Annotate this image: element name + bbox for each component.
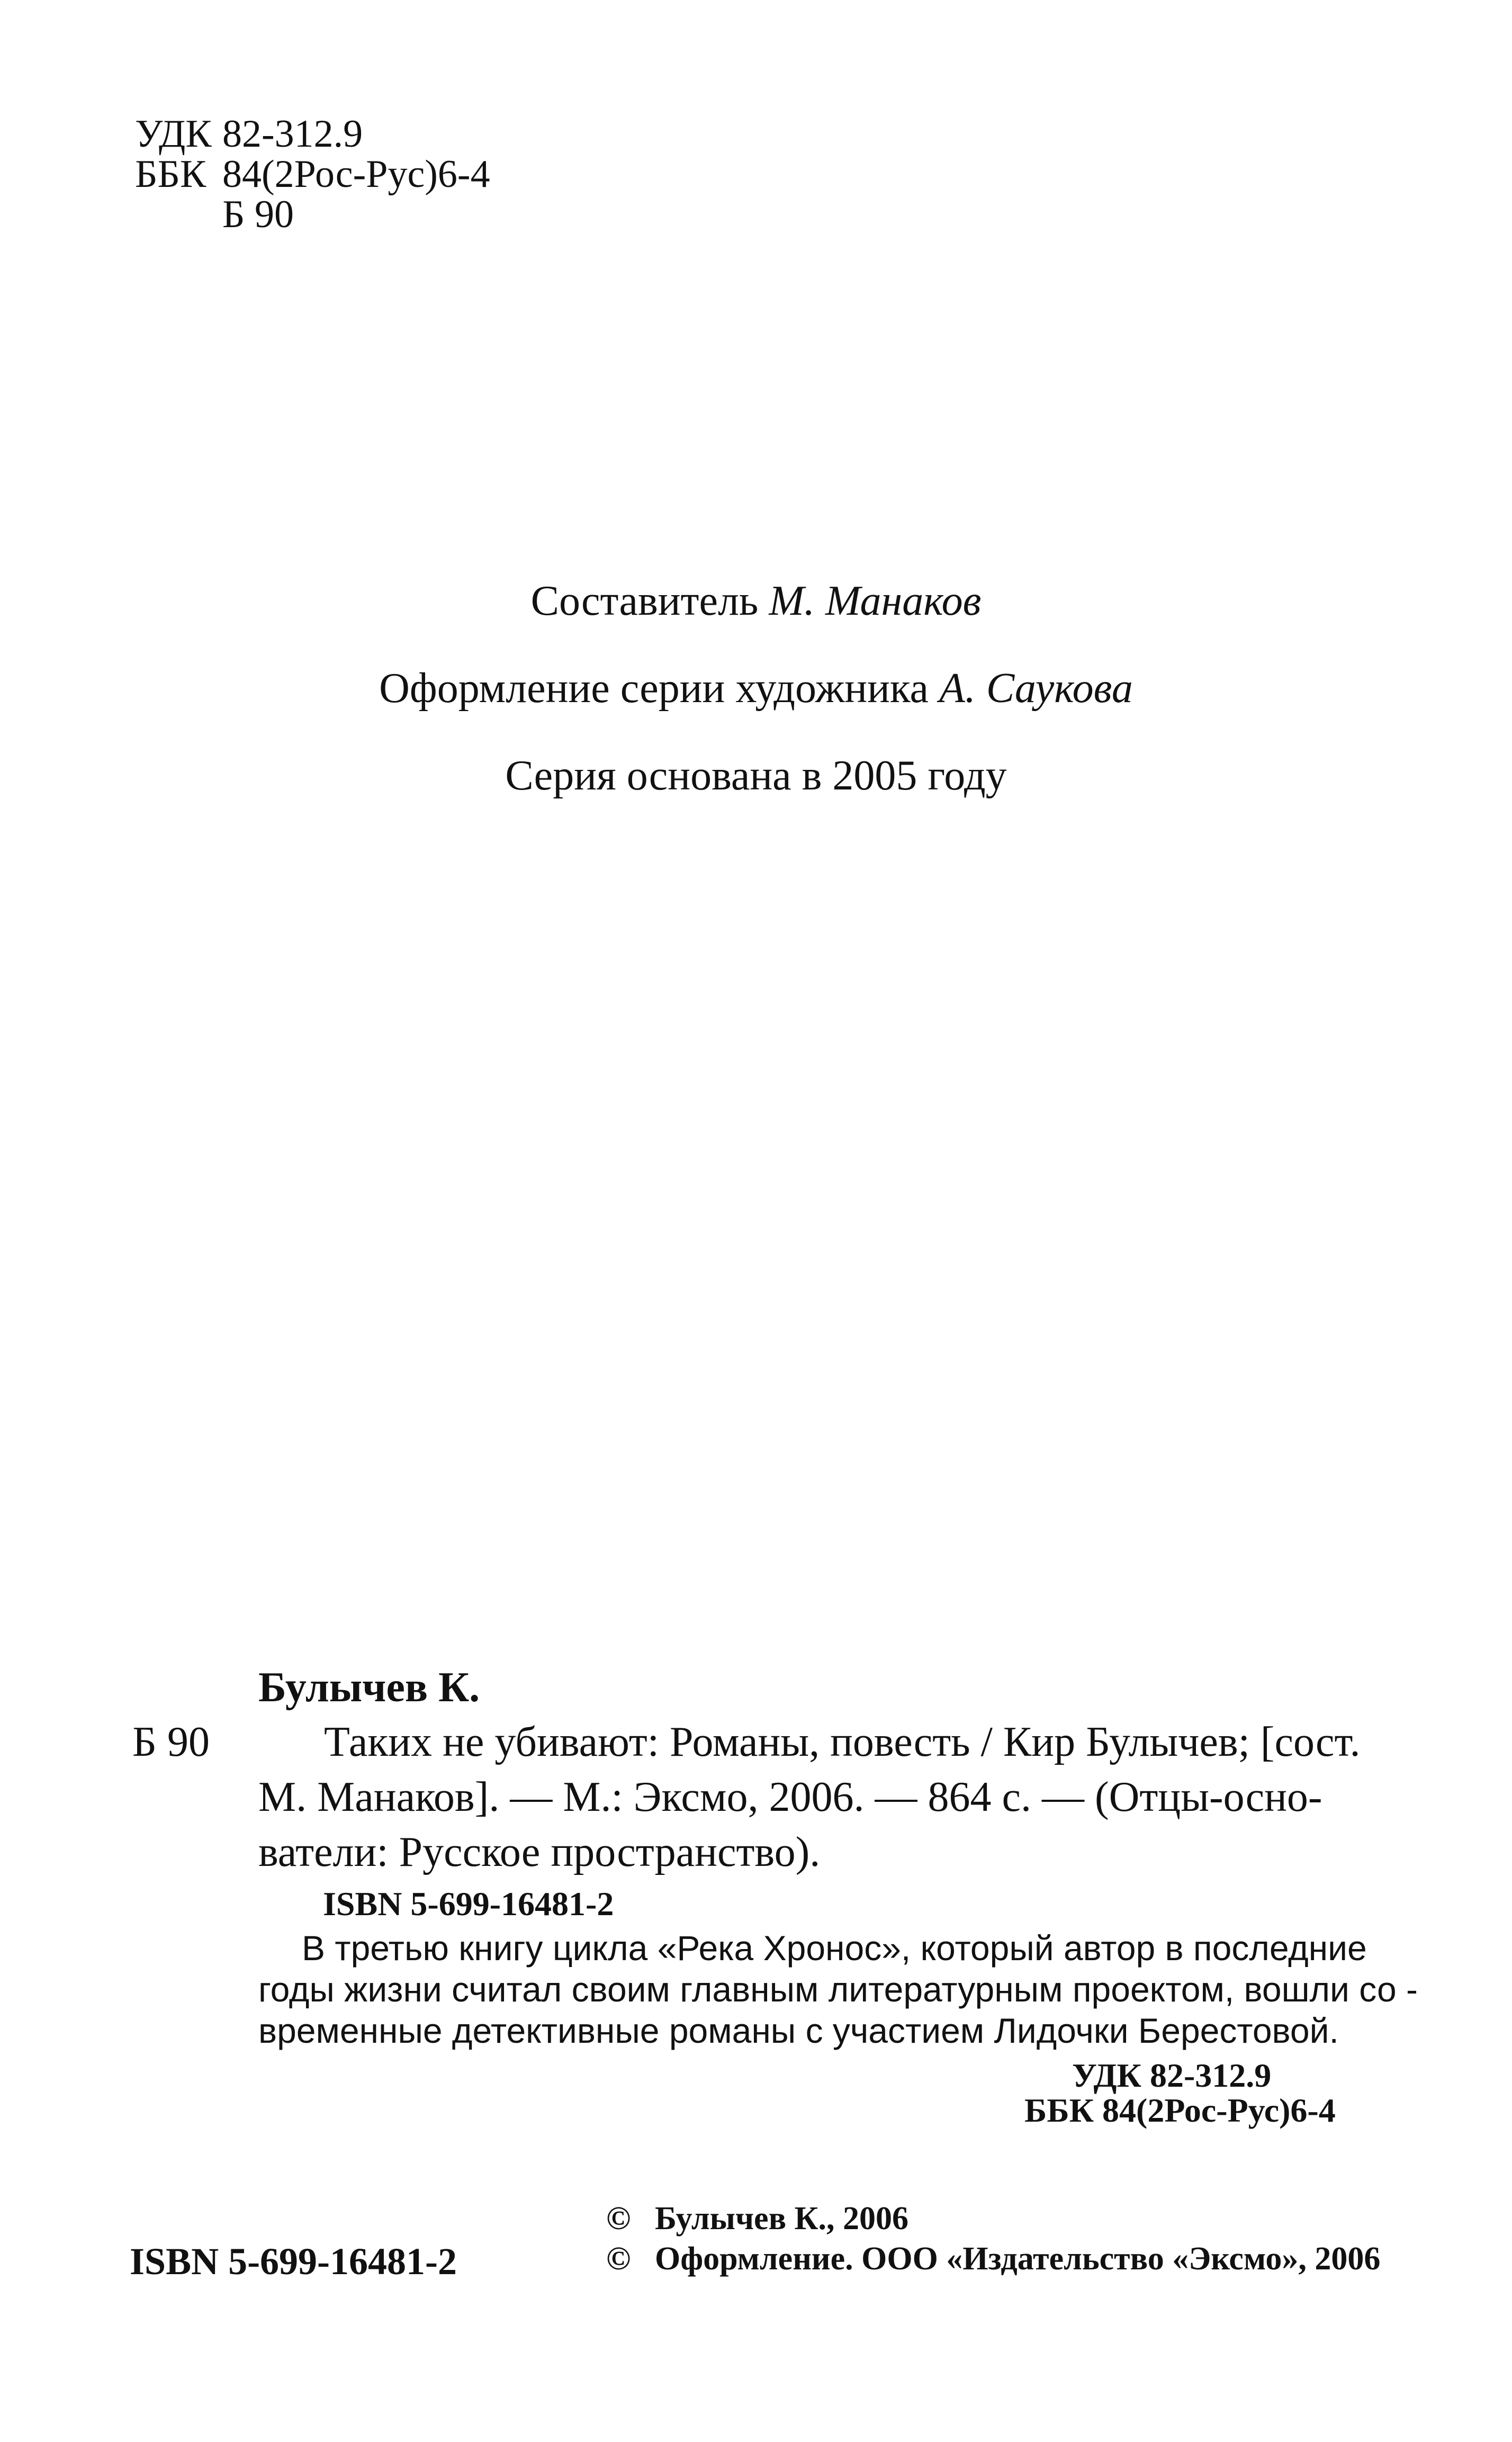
copyright-line-2 — [606, 2239, 1380, 2279]
copyright-line-1 — [606, 2198, 908, 2239]
annotation-line-2: годы жизни считал своим главным литературным проектом, вошли со - — [258, 1970, 1418, 2009]
annotation-line-1: В третью книгу цикла «Река Хронос», который автор в последние — [302, 1928, 1367, 1968]
author-mark-row — [135, 194, 490, 235]
catalog-udk: УДК 82-312.9 — [1072, 2057, 1272, 2094]
catalog-bbk: ББК 84(2Рос-Рус)6-4 — [1024, 2091, 1336, 2129]
udk-value: 82-312.9 — [222, 112, 363, 156]
series-founded: Серия основана в 2005 году — [505, 752, 1007, 799]
catalog-description-line-2: М. Манаков]. — М.: Эксмо, 2006. — 864 с. — (Отцы-осно- — [258, 1774, 1322, 1820]
catalog-mark: Б 90 — [132, 1719, 210, 1765]
design-prefix: Оформление серии художника — [379, 665, 940, 712]
copyright-mark: © — [606, 2241, 631, 2277]
bbk-row — [135, 154, 490, 194]
annotation-line-3: временные детективные романы с участием Лидочки Берестовой. — [258, 2011, 1339, 2050]
classification-codes — [135, 114, 490, 235]
series-design-line — [0, 665, 1512, 713]
bbk-label: ББК — [135, 152, 206, 196]
copyright-author: Булычев К., 2006 — [655, 2201, 909, 2237]
catalog-description-line-3: ватели: Русское пространство). — [258, 1829, 821, 1875]
compiler-name: М. Манаков — [769, 578, 982, 624]
design-name: А. Саукова — [939, 665, 1133, 712]
bbk-value: 84(2Рос-Рус)6-4 — [222, 152, 490, 196]
udk-label: УДК — [135, 112, 212, 156]
catalog-author: Булычев К. — [258, 1664, 480, 1711]
compiler-prefix: Составитель — [530, 578, 769, 624]
udk-row — [135, 114, 490, 154]
footer-isbn: ISBN 5-699-16481-2 — [130, 2240, 457, 2283]
catalog-description-line-1: Таких не убивают: Романы, повесть / Кир Булычев; [сост. — [324, 1719, 1361, 1765]
copyright-publisher: Оформление. ООО «Издательство «Эксмо», 2006 — [655, 2241, 1381, 2277]
catalog-isbn: ISBN 5-699-16481-2 — [323, 1885, 614, 1923]
series-founded-line — [0, 752, 1512, 800]
copyright-mark: © — [606, 2201, 631, 2237]
compiler-line — [0, 577, 1512, 625]
author-mark: Б 90 — [222, 193, 294, 236]
